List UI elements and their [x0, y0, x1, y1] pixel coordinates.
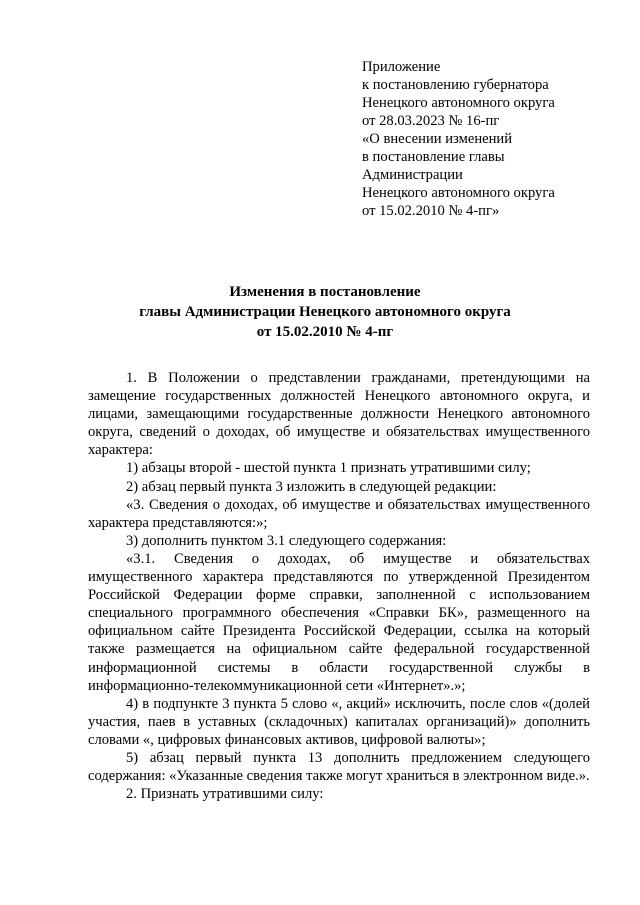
paragraph-item-3: 3) дополнить пунктом 3.1 следующего содержания:	[126, 532, 447, 549]
appendix-line: Приложение	[362, 59, 441, 75]
appendix-line: Ненецкого автономного округа	[362, 185, 555, 201]
paragraph-item-4: 4) в подпункте 3 пункта 5 слово «, акций» исключить, после слов «(долей участия, паев в уставных (складочных) капиталах организаций)» дополнить словами «, цифровых финансовых активов, цифровой валюты»;	[88, 695, 590, 748]
paragraph-quote-3-1: «3.1. Сведения о доходах, об имуществе и обязательствах имущественного характера представляются по утвержденной Президентом Российской Федерации форме справки, заполненной с использованием специального программного обеспечения «Справки БК», размещенного на официальном сайте Президента Российской Федерации, ссылка на который также размещается на официальном сайте федеральной государственной информационной системы в области государственной службы в информационно-телекоммуникационной сети «Интернет».»;	[88, 550, 590, 694]
paragraph-2: 2. Признать утратившими силу:	[126, 786, 324, 803]
appendix-block	[362, 58, 622, 220]
paragraph-item-2: 2) абзац первый пункта 3 изложить в следующей редакции:	[126, 478, 497, 495]
appendix-line: Ненецкого автономного округа	[362, 95, 555, 111]
paragraph-item-5: 5) абзац первый пункта 13 дополнить предложением следующего содержания: «Указанные сведения также могут храниться в электронном виде.».	[88, 749, 590, 785]
paragraph-item-1: 1) абзацы второй - шестой пункта 1 признать утратившими силу;	[126, 460, 531, 477]
appendix-line: от 28.03.2023 № 16-пг	[362, 113, 500, 129]
title-line: главы Администрации Ненецкого автономного округа	[139, 304, 511, 320]
title-line: от 15.02.2010 № 4-пг	[256, 324, 394, 340]
title-line: Изменения в постановление	[229, 284, 421, 300]
appendix-line: в постановление главы	[362, 149, 505, 165]
appendix-line: к постановлению губернатора	[362, 77, 549, 93]
document-title	[60, 282, 590, 342]
paragraph-1: 1. В Положении о представлении гражданами, претендующими на замещение государственных должностей Ненецкого автономного округа, и лицами, замещающими государственные должности Ненецкого автономного округа, сведений о доходах, об имуществе и обязательствах имущественного характера:	[88, 370, 590, 459]
document-body	[88, 369, 590, 803]
paragraph-quote-3: «3. Сведения о доходах, об имуществе и обязательствах имущественного характера представляются:»;	[88, 496, 590, 531]
appendix-line: от 15.02.2010 № 4-пг»	[362, 203, 500, 219]
appendix-line: «О внесении изменений	[362, 131, 513, 147]
appendix-line: Администрации	[362, 167, 463, 183]
